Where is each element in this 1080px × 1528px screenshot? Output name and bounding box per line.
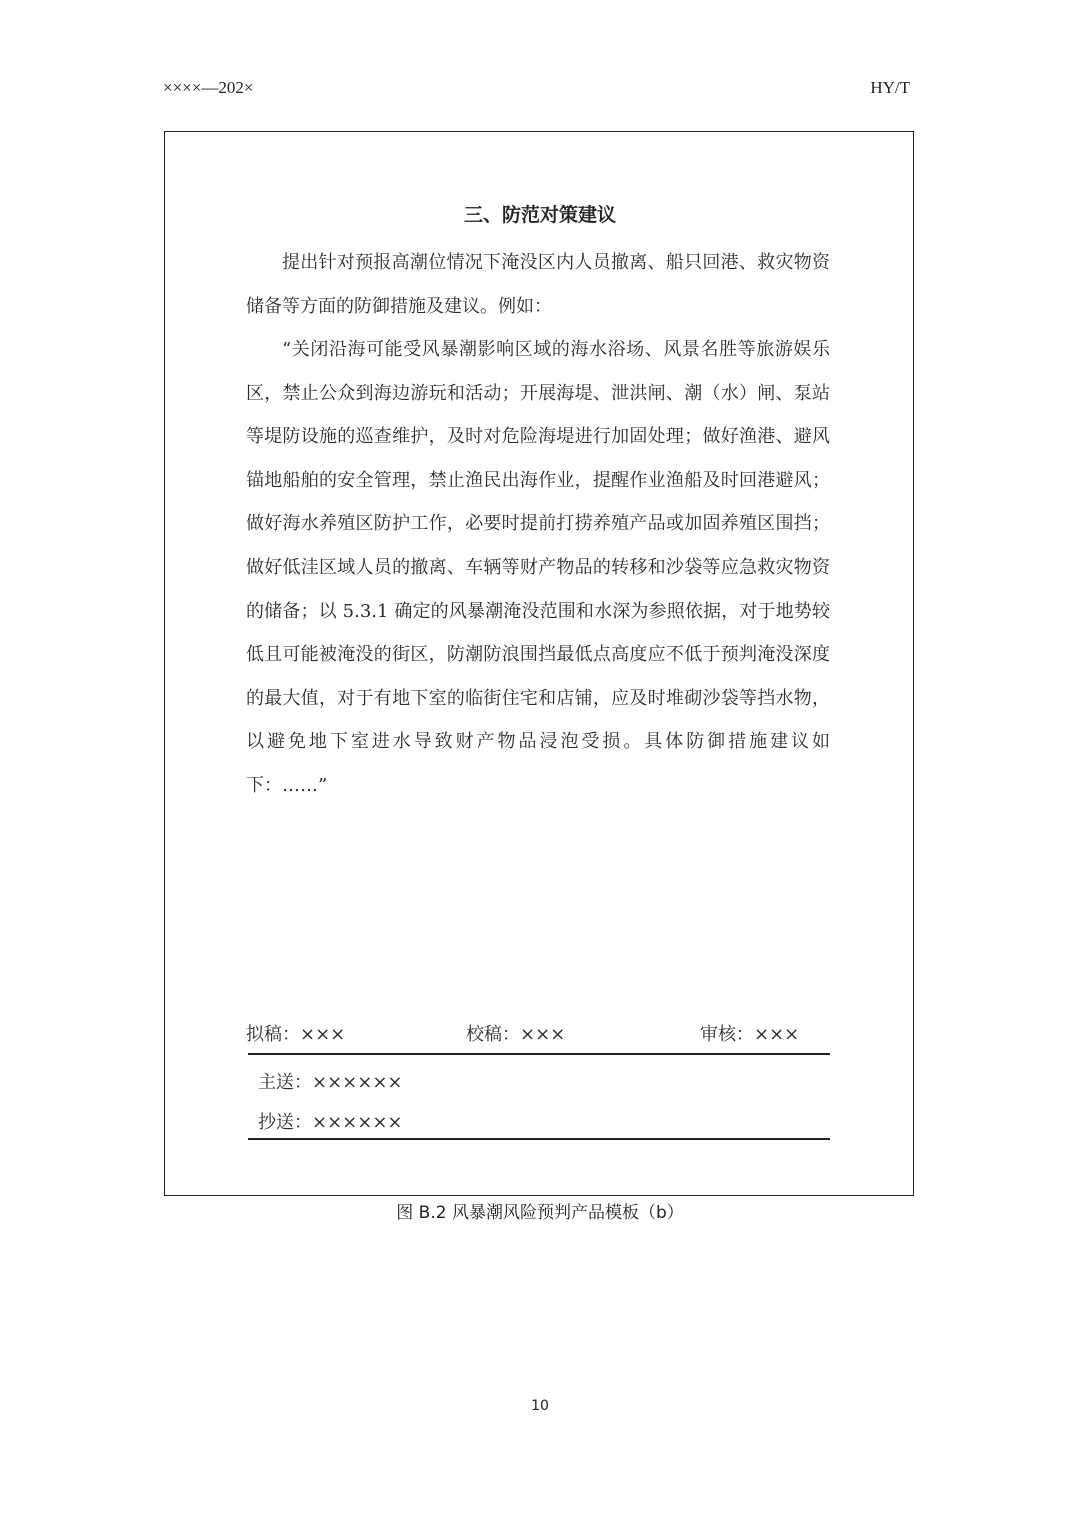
drafter-field: 拟稿：××× xyxy=(246,1024,346,1045)
section-title: 三、防范对策建议 xyxy=(463,204,616,226)
example-paragraph: “关闭沿海可能受风暴潮影响区域的海水浴场、风景名胜等旅游娱乐区，禁止公众到海边游玩和活动；开展海堤、泄洪闸、潮（水）闸、泵站等堤防设施的巡查维护，及时对危险海堤进行加固处理；做好渔港、避风锚地船舶的安全管理，禁止渔民出海作业，提醒作业渔船及时回港避风；做好海水养殖区防护工作，必要时提前打捞养殖产品或加固养殖区围挡；做好低洼区域人员的撤离、车辆等财产物品的转移和沙袋等应急救灾物资的储备；以 5.3.1 确定的风暴潮淹没范围和水深为参照依据，对于地势较低且可能被淹没的街区，防潮防浪围挡最低点高度应不低于预判淹没深度的最大值，对于有地下室的临街住宅和店铺，应及时堆砌沙袋等挡水物，以避免地下室进水导致财产物品浸泡受损。具体防御措施建议如下：……” xyxy=(246,339,830,796)
cc-recipient-field: 抄送：×××××× xyxy=(258,1112,403,1133)
checker-field: 校稿：××× xyxy=(466,1024,566,1045)
header-standard-code: HY/T xyxy=(870,78,910,97)
signoff-divider xyxy=(248,1053,830,1055)
distribution-divider xyxy=(248,1138,830,1140)
intro-paragraph: 提出针对预报高潮位情况下淹没区内人员撤离、船只回港、救灾物资储备等方面的防御措施及建议。例如： xyxy=(246,252,830,317)
page-number: 10 xyxy=(531,1398,549,1414)
header-standard-number: ××××—202× xyxy=(163,78,254,97)
main-recipient-field: 主送：×××××× xyxy=(258,1072,403,1093)
figure-caption: 图 B.2 风暴潮风险预判产品模板（b） xyxy=(396,1203,684,1223)
reviewer-field: 审核：××× xyxy=(700,1024,800,1045)
